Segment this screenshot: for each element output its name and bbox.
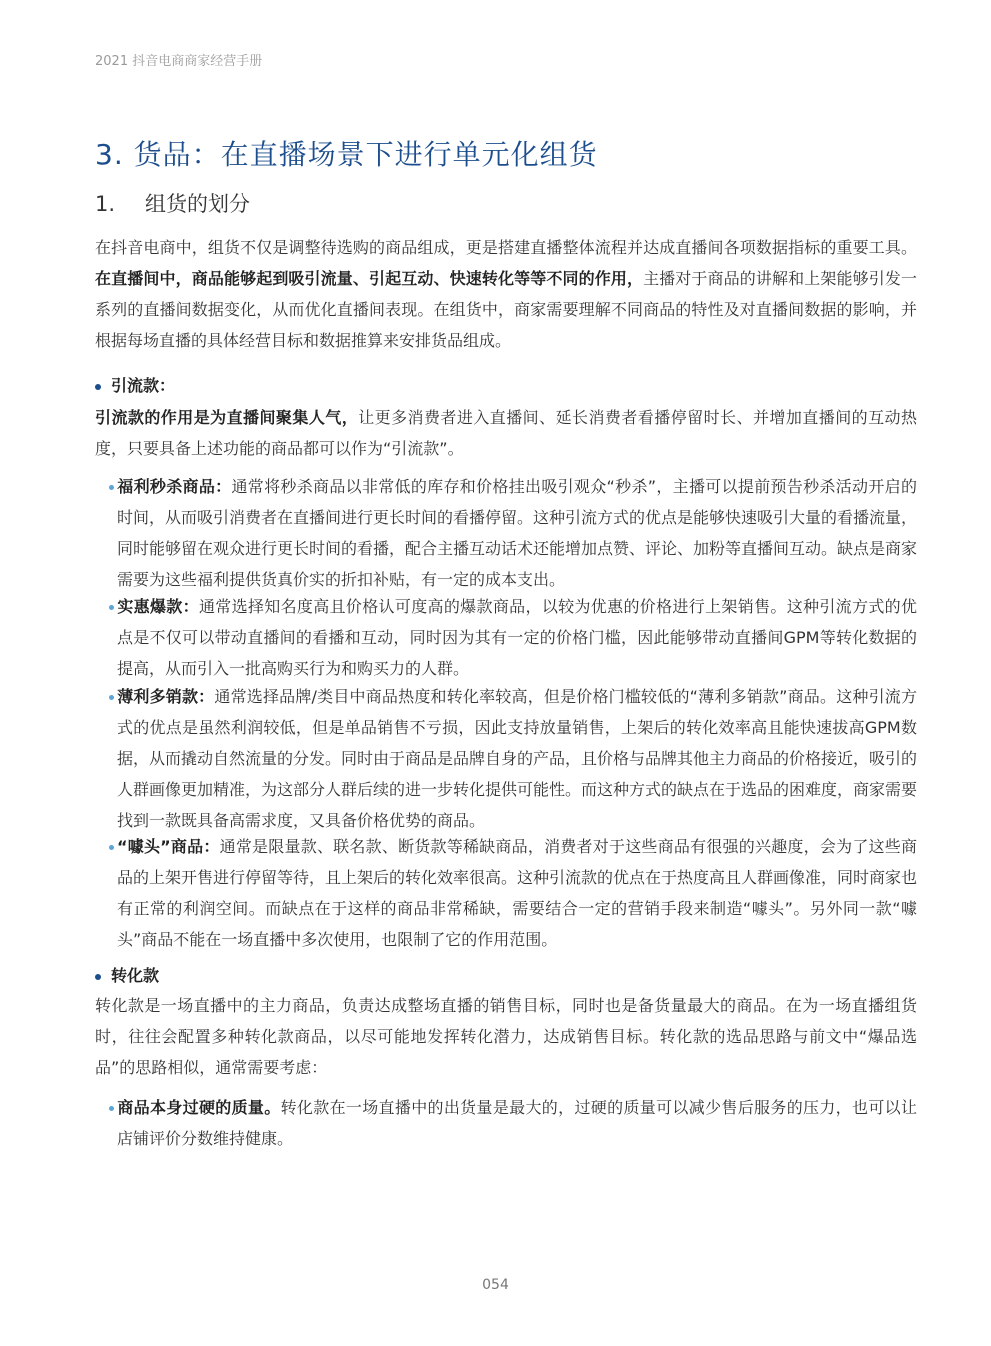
sub-item-title: 实惠爆款： — [117, 597, 199, 616]
sub-item-gimmick — [117, 831, 917, 955]
intro-paragraph — [95, 232, 917, 356]
running-header: 2021 抖音电商商家经营手册 — [95, 54, 263, 69]
page-number: 054 — [482, 1277, 509, 1293]
intro-bold: 在直播间中，商品能够起到吸引流量、引起互动、快速转化等等不同的作用， — [95, 269, 644, 288]
traffic-bold: 引流款的作用是为直播间聚集人气， — [95, 408, 359, 427]
sub-item-title: “噱头”商品： — [117, 837, 220, 856]
conversion-paragraph — [95, 990, 917, 1083]
sub-item-text: 通常是限量款、联名款、断货款等稀缺商品，消费者对于这些商品有很强的兴趣度，会为了这些商品的上架开售进行停留等待，且上架后的转化效率很高。这种引流款的优点在于热度高且人群画像准，同时商家也有正常的利润空间。而缺点在于这样的商品非常稀缺，需要结合一定的营销手段来制造“噱头”。另外同一款“噱头”商品不能在一场直播中多次使用，也限制了它的作用范围。 — [117, 837, 918, 949]
sub-bullet-icon — [109, 485, 114, 490]
bullet-heading-conversion — [95, 963, 159, 986]
intro-text: 在抖音电商中，组货不仅是调整待选购的商品组成，更是搭建直播整体流程并达成直播间各项数据指标的重要工具。 — [95, 238, 917, 257]
bullet-dot-icon — [95, 974, 101, 980]
bullet-label: 转化款 — [111, 966, 160, 985]
sub-item-flash-sale — [117, 471, 917, 595]
section-title-text: 组货的划分 — [145, 192, 250, 216]
sub-item-title: 商品本身过硬的质量。 — [117, 1098, 281, 1117]
sub-item-text: 通常选择知名度高且价格认可度高的爆款商品，以较为优惠的价格进行上架销售。这种引流方式的优点是不仅可以带动直播间的看播和互动，同时因为其有一定的价格门槛，因此能够带动直播间GPM等转化数据的提高，从而引入一批高购买行为和购买力的人群。 — [117, 597, 917, 678]
sub-bullet-icon — [109, 845, 114, 850]
sub-item-hot-deal — [117, 591, 917, 684]
sub-item-text: 通常选择品牌/类目中商品热度和转化率较高，但是价格门槛较低的“薄利多销款”商品。这种引流方式的优点是虽然利润较低，但是单品销售不亏损，因此支持放量销售，上架后的转化效率高且能快速拔高GPM数据，从而撬动自然流量的分发。同时由于商品是品牌自身的产品，且价格与品牌其他主力商品的价格接近，吸引的人群画像更加精准，为这部分人群后续的进一步转化提供可能性。而这种方式的缺点在于选品的困难度，商家需要找到一款既具备高需求度，又具备价格优势的商品。 — [117, 687, 918, 830]
sub-item-low-margin — [117, 681, 917, 836]
sub-item-quality — [117, 1092, 917, 1154]
traffic-paragraph — [95, 402, 917, 464]
section-title — [95, 188, 250, 218]
bullet-dot-icon — [95, 384, 101, 390]
sub-bullet-icon — [109, 605, 114, 610]
sub-item-title: 薄利多销款： — [117, 687, 215, 706]
section-number: 1. — [95, 192, 116, 216]
conversion-text: 转化款是一场直播中的主力商品，负责达成整场直播的销售目标，同时也是备货量最大的商品。在为一场直播组货时，往往会配置多种转化款商品，以尽可能地发挥转化潜力，达成销售目标。转化款的选品思路与前文中“爆品选品”的思路相似，通常需要考虑： — [95, 996, 917, 1077]
bullet-label: 引流款： — [111, 376, 176, 395]
intro-text-2: 主播对于商品的讲解和上架能够引发一系列的直播间数据变化，从而优化直播间表现。在组货中，商家需要理解不同商品的特性及对直播间数据的影响，并根据每场直播的具体经营目标和数据推算来安排货品组成。 — [95, 269, 917, 350]
chapter-title: 3. 货品：在直播场景下进行单元化组货 — [95, 138, 598, 171]
sub-item-text: 通常将秒杀商品以非常低的库存和价格挂出吸引观众“秒杀”，主播可以提前预告秒杀活动开启的时间，从而吸引消费者在直播间进行更长时间的看播停留。这种引流方式的优点是能够快速吸引大量的看播流量，同时能够留在观众进行更长时间的看播，配合主播互动话术还能增加点赞、评论、加粉等直播间互动。缺点是商家需要为这些福利提供货真价实的折扣补贴，有一定的成本支出。 — [117, 477, 918, 589]
traffic-text: 让更多消费者进入直播间、延长消费者看播停留时长、并增加直播间的互动热度，只要具备上述功能的商品都可以作为“引流款”。 — [95, 408, 917, 458]
bullet-heading-traffic — [95, 373, 175, 396]
sub-item-title: 福利秒杀商品： — [117, 477, 232, 496]
sub-bullet-icon — [109, 1106, 114, 1111]
sub-item-text: 转化款在一场直播中的出货量是最大的，过硬的质量可以减少售后服务的压力，也可以让店铺评价分数维持健康。 — [117, 1098, 917, 1148]
sub-bullet-icon — [109, 695, 114, 700]
